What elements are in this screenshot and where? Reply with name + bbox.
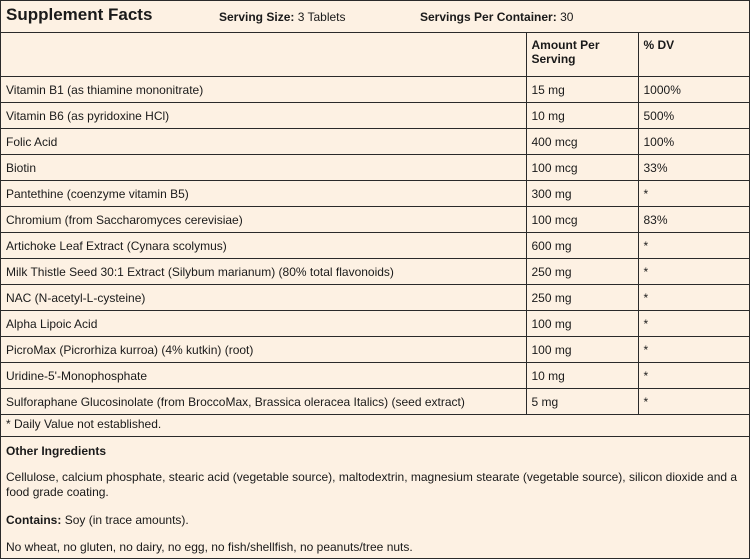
daily-value: * — [638, 311, 749, 337]
table-row — [1, 233, 749, 259]
contains-value: Soy (in trace amounts). — [64, 513, 189, 527]
table-row — [1, 259, 749, 285]
ingredient-name: NAC (N-acetyl-L-cysteine) — [1, 285, 526, 311]
servings-per-container — [420, 10, 573, 24]
daily-value: * — [638, 259, 749, 285]
ingredient-name: Vitamin B1 (as thiamine mononitrate) — [1, 77, 526, 103]
panel-title: Supplement Facts — [6, 5, 153, 24]
table-header-row — [1, 33, 749, 77]
daily-value: * — [638, 337, 749, 363]
ingredient-name: Uridine-5'-Monophosphate — [1, 363, 526, 389]
daily-value: 100% — [638, 129, 749, 155]
servings-value: 30 — [560, 10, 574, 24]
ingredient-name: Milk Thistle Seed 30:1 Extract (Silybum marianum) (80% total flavonoids) — [1, 259, 526, 285]
amount-per-serving: 400 mcg — [526, 129, 638, 155]
other-ingredients-title: Other Ingredients — [6, 444, 107, 458]
column-header-dv: % DV — [638, 33, 749, 77]
column-header-ingredient — [1, 33, 526, 77]
ingredient-name: Alpha Lipoic Acid — [1, 311, 526, 337]
amount-per-serving: 100 mcg — [526, 155, 638, 181]
daily-value: * — [638, 181, 749, 207]
table-row — [1, 337, 749, 363]
servings-label: Servings Per Container: — [420, 10, 557, 24]
table-row — [1, 311, 749, 337]
facts-table — [1, 33, 749, 415]
ingredient-name: Folic Acid — [1, 129, 526, 155]
amount-per-serving: 5 mg — [526, 389, 638, 415]
ingredient-name: PicroMax (Picrorhiza kurroa) (4% kutkin) (root) — [1, 337, 526, 363]
table-row — [1, 129, 749, 155]
table-row — [1, 181, 749, 207]
amount-per-serving: 15 mg — [526, 77, 638, 103]
amount-per-serving: 100 mg — [526, 337, 638, 363]
ingredient-name: Pantethine (coenzyme vitamin B5) — [1, 181, 526, 207]
contains-line — [6, 513, 189, 528]
ingredient-name: Chromium (from Saccharomyces cerevisiae) — [1, 207, 526, 233]
daily-value: * — [638, 389, 749, 415]
serving-size — [219, 10, 346, 24]
ingredient-name: Biotin — [1, 155, 526, 181]
table-row — [1, 207, 749, 233]
contains-label: Contains: — [6, 513, 62, 527]
table-row — [1, 77, 749, 103]
table-row — [1, 285, 749, 311]
serving-size-value: 3 Tablets — [297, 10, 346, 24]
table-row — [1, 363, 749, 389]
amount-per-serving: 600 mg — [526, 233, 638, 259]
daily-value: 1000% — [638, 77, 749, 103]
ingredient-name: Vitamin B6 (as pyridoxine HCl) — [1, 103, 526, 129]
footnote-text: * Daily Value not established. — [6, 417, 162, 431]
table-row — [1, 103, 749, 129]
table-row — [1, 155, 749, 181]
daily-value: * — [638, 233, 749, 259]
ingredient-name: Artichoke Leaf Extract (Cynara scolymus) — [1, 233, 526, 259]
daily-value: 500% — [638, 103, 749, 129]
ingredient-name: Sulforaphane Glucosinolate (from BroccoMax, Brassica oleracea Italics) (seed extract) — [1, 389, 526, 415]
serving-size-label: Serving Size: — [219, 10, 295, 24]
amount-per-serving: 250 mg — [526, 285, 638, 311]
column-header-amount: Amount Per Serving — [526, 33, 638, 77]
daily-value: 83% — [638, 207, 749, 233]
daily-value-footnote — [1, 411, 749, 437]
amount-per-serving: 10 mg — [526, 103, 638, 129]
daily-value: * — [638, 363, 749, 389]
facts-table-body — [1, 77, 749, 415]
other-ingredients-text: Cellulose, calcium phosphate, stearic acid (vegetable source), maltodextrin, magnesium stearate (vegetable source), silicon dioxide and a food grade coating. — [6, 470, 738, 499]
daily-value: * — [638, 285, 749, 311]
daily-value: 33% — [638, 155, 749, 181]
amount-per-serving: 300 mg — [526, 181, 638, 207]
amount-per-serving: 250 mg — [526, 259, 638, 285]
amount-per-serving: 10 mg — [526, 363, 638, 389]
facts-header — [1, 1, 749, 33]
allergen-free-statement: No wheat, no gluten, no dairy, no egg, no fish/shellfish, no peanuts/tree nuts. — [6, 540, 413, 554]
amount-per-serving: 100 mcg — [526, 207, 638, 233]
amount-per-serving: 100 mg — [526, 311, 638, 337]
